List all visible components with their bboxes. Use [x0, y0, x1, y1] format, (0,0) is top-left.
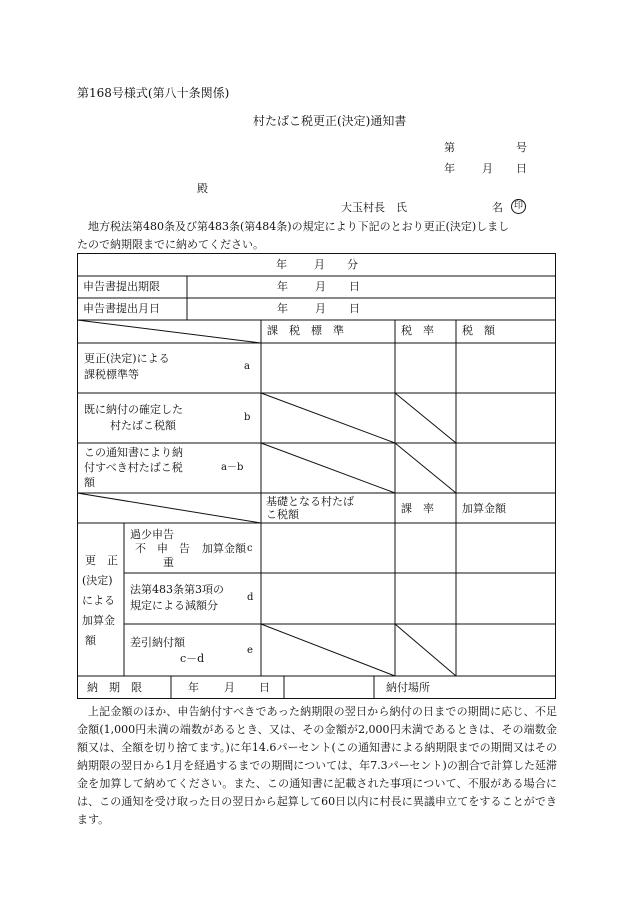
period-suffix: 分 — [347, 258, 358, 271]
filing-deadline-label: 申告書提出期限 — [83, 280, 160, 293]
filing-deadline-day: 日 — [349, 280, 360, 293]
tax-table — [77, 253, 556, 699]
penalty-header-amount: 加算金額 — [462, 502, 506, 515]
row-d-label-2: 規定による減額分 — [130, 599, 218, 612]
due-day: 日 — [259, 681, 270, 694]
row-a-code: a — [244, 361, 250, 372]
penalty-group-line-1: 更 正 — [85, 554, 118, 567]
penalty-group-line-2: (決定) — [82, 574, 113, 587]
penalty-group-line-4: 加算金 — [82, 614, 115, 627]
penalty-header-rate: 課 率 — [401, 502, 434, 515]
due-label: 納 期 限 — [87, 681, 142, 694]
date-day: 日 — [516, 162, 527, 175]
diag-e-rate — [395, 624, 456, 676]
row-b-label-1: 既に納付の確定した — [84, 403, 183, 416]
col-header-tax-standard: 課 税 標 準 — [267, 324, 344, 337]
due-year: 年 — [188, 681, 199, 694]
row-ab-label-3: 額 — [84, 476, 95, 489]
form-number: 第168号様式(第八十条関係) — [77, 86, 230, 100]
row-a-label-2: 課税標準等 — [84, 368, 139, 381]
col-header-tax-rate: 税 率 — [401, 324, 434, 337]
row-e-label-1: 差引納付額 — [130, 636, 185, 649]
row-e-code: e — [247, 645, 253, 656]
period-month: 月 — [314, 258, 325, 271]
filing-date-day: 日 — [349, 302, 360, 315]
diag-e-base — [261, 624, 395, 676]
diag-b-rate — [395, 393, 456, 443]
issuer: 大玉村長 氏 — [341, 201, 407, 214]
table-lines — [77, 253, 556, 699]
intro-line-1: 地方税法第480条及び第483条(第484条)の規定により下記のとおり更正(決定)しまし — [88, 220, 510, 233]
diag-header-top — [77, 320, 261, 343]
filing-deadline-year: 年 — [277, 280, 288, 293]
row-b-label-2: 村たばこ税額 — [110, 419, 176, 432]
penalty-group-line-5: 額 — [85, 634, 96, 647]
date-month: 月 — [482, 162, 493, 175]
filing-date-label: 申告書提出月日 — [83, 302, 160, 315]
addressee-honorific: 殿 — [197, 182, 208, 195]
col-header-tax-amount: 税 額 — [462, 324, 495, 337]
row-b-code: b — [244, 412, 251, 423]
row-c-line-2b: 加算金額 — [202, 542, 246, 555]
penalty-group-line-3: による — [82, 594, 115, 607]
row-d-code: d — [247, 592, 254, 603]
row-ab-code: a－b — [221, 462, 244, 473]
row-ab-label-2: 付すべき村たばこ税 — [84, 461, 183, 474]
diag-b-standard — [261, 393, 395, 443]
period-year: 年 — [276, 258, 287, 271]
doc-no-prefix: 第 — [444, 141, 455, 154]
due-place-label: 納付場所 — [386, 681, 430, 694]
row-c-line-2a: 不 申 告 — [135, 542, 190, 555]
row-a-label-1: 更正(決定)による — [84, 352, 170, 365]
row-c-line-1: 過少申告 — [130, 528, 174, 541]
date-year: 年 — [444, 162, 455, 175]
penalty-header-base-2: こ税額 — [266, 508, 299, 521]
seal-mark — [511, 198, 526, 214]
diag-ab-standard — [261, 443, 395, 493]
row-ab-label-1: この通知書により納 — [84, 446, 183, 459]
notes-paragraph: 上記金額のほか、申告納付すべきであった納期限の翌日から納付の日までの期間に応じ、不足金額(1,000円未満の端数があるとき、又は、その金額が2,000円未満であるときは、その端数金額又は、全額を切り捨てます。)に年14.6パーセント(この通知書による納期限までの期間又はその納期限の翌日から1月を経過するまでの期間については、年7.3パーセント)の割合で計算した延滞金を加算して納めてください。また、この通知書に記載された事項について、不服がある場合には、この通知を受け取った日の翌日から起算して60日以内に村長に異議申立てをすることができます。 — [77, 705, 557, 826]
diag-header-mid — [77, 493, 261, 523]
row-c-line-3: 重 — [163, 556, 174, 569]
filing-date-month: 月 — [315, 302, 326, 315]
row-c-code: c — [247, 543, 253, 554]
diag-ab-rate — [395, 443, 456, 493]
row-d-label-1: 法第483条第3項の — [130, 583, 224, 596]
penalty-header-base-1: 基礎となる村たば — [266, 495, 354, 508]
due-month: 月 — [224, 681, 235, 694]
issuer-name-label: 名 — [492, 201, 503, 214]
row-e-label-2: c－d — [180, 652, 205, 665]
filing-date-year: 年 — [277, 302, 288, 315]
intro-line-2: たので納期限までに納めてください。 — [77, 238, 264, 251]
seal-text: 印 — [511, 199, 526, 214]
doc-no-suffix: 号 — [516, 141, 527, 154]
filing-deadline-month: 月 — [315, 280, 326, 293]
document-title: 村たばこ税更正(決定)通知書 — [253, 114, 407, 128]
